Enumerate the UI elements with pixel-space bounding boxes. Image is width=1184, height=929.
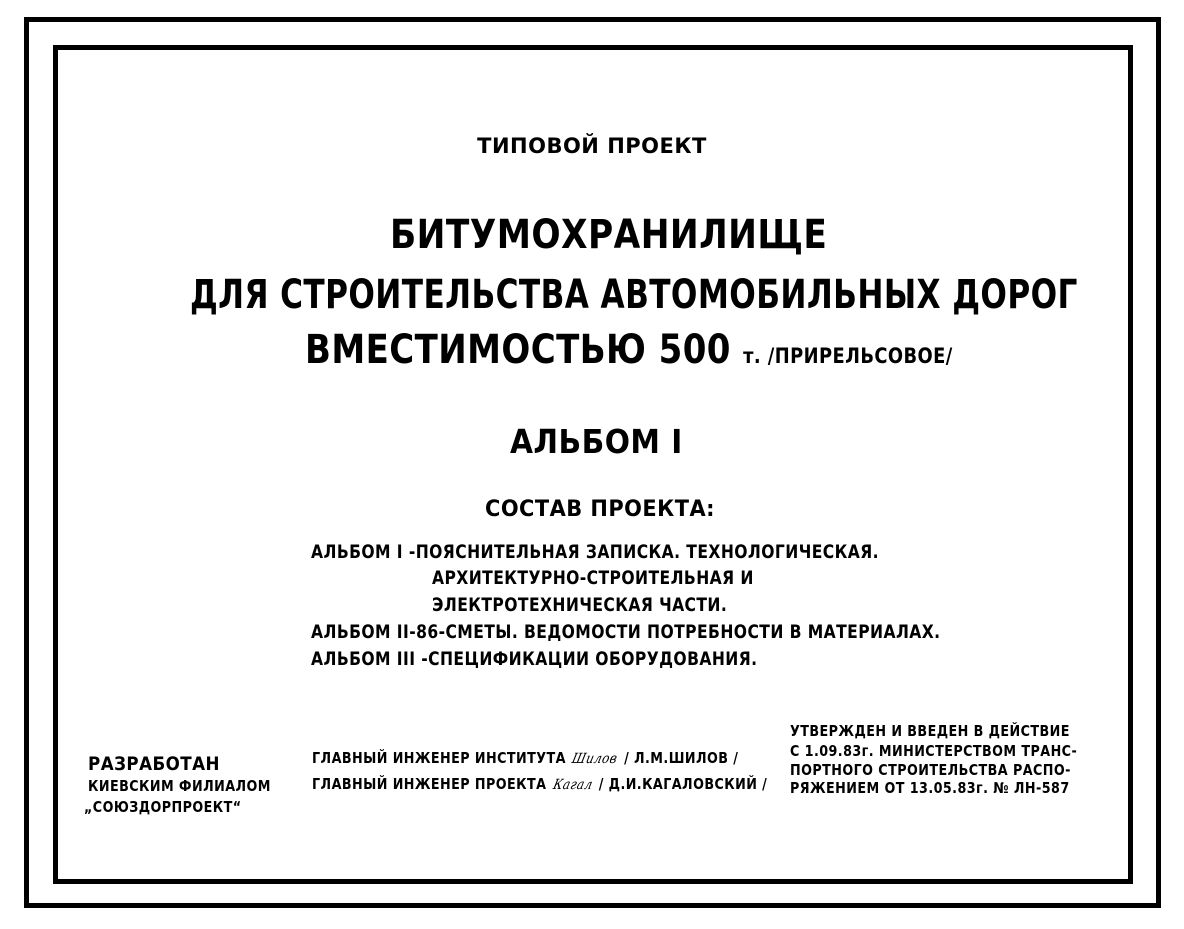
signature-shilov: Шилов [570,751,620,767]
engineer-role: ГЛАВНЫЙ ИНЖЕНЕР ПРОЕКТА [312,775,547,793]
composition-line-3: ЭЛЕКТРОТЕХНИЧЕСКАЯ ЧАСТИ. [432,594,728,616]
composition-line-5: АЛЬБОМ III -СПЕЦИФИКАЦИИ ОБОРУДОВАНИЯ. [311,648,758,670]
engineer-name: / Л.М.ШИЛОВ / [624,749,739,767]
signature-kagalovsky: Кагал [551,777,594,793]
chief-engineer-project [312,775,767,793]
approval-line-3: ПОРТНОГО СТРОИТЕЛЬСТВА РАСПО- [790,761,1071,779]
developer-label: РАЗРАБОТАН [88,753,220,775]
approval-line-2: С 1.09.83г. МИНИСТЕРСТВОМ ТРАНС- [790,742,1078,760]
approval-line-4: РЯЖЕНИЕМ ОТ 13.05.83г. № ЛН-587 [790,779,1070,797]
capacity-unit: т. /ПРИРЕЛЬСОВОЕ/ [743,344,953,368]
engineer-name: / Д.И.КАГАЛОВСКИЙ / [598,775,768,793]
approval-line-1: УТВЕРЖДЕН И ВВЕДЕН В ДЕЙСТВИЕ [790,722,1070,740]
title-line-3 [305,327,953,373]
capacity-text: ВМЕСТИМОСТЬЮ 500 [305,327,731,373]
album-label: АЛЬБОМ I [510,422,683,461]
composition-line-1: АЛЬБОМ I -ПОЯСНИТЕЛЬНАЯ ЗАПИСКА. ТЕХНОЛОГИЧЕСКАЯ. [311,541,879,563]
engineer-role: ГЛАВНЫЙ ИНЖЕНЕР ИНСТИТУТА [312,749,566,767]
composition-heading: СОСТАВ ПРОЕКТА: [485,497,715,522]
chief-engineer-institute [312,749,738,767]
title-line-2: ДЛЯ СТРОИТЕЛЬСТВА АВТОМОБИЛЬНЫХ ДОРОГ [190,272,1078,318]
composition-line-2: АРХИТЕКТУРНО-СТРОИТЕЛЬНАЯ И [432,567,754,589]
title-line-1: БИТУМОХРАНИЛИЩЕ [390,212,828,258]
developer-org: „СОЮЗДОРПРОЕКТ“ [84,798,242,816]
developer-branch: КИЕВСКИМ ФИЛИАЛОМ [88,777,271,795]
composition-line-4: АЛЬБОМ II-86-СМЕТЫ. ВЕДОМОСТИ ПОТРЕБНОСТИ В МАТЕРИАЛАХ. [311,621,941,643]
project-type-label: ТИПОВОЙ ПРОЕКТ [477,134,707,158]
